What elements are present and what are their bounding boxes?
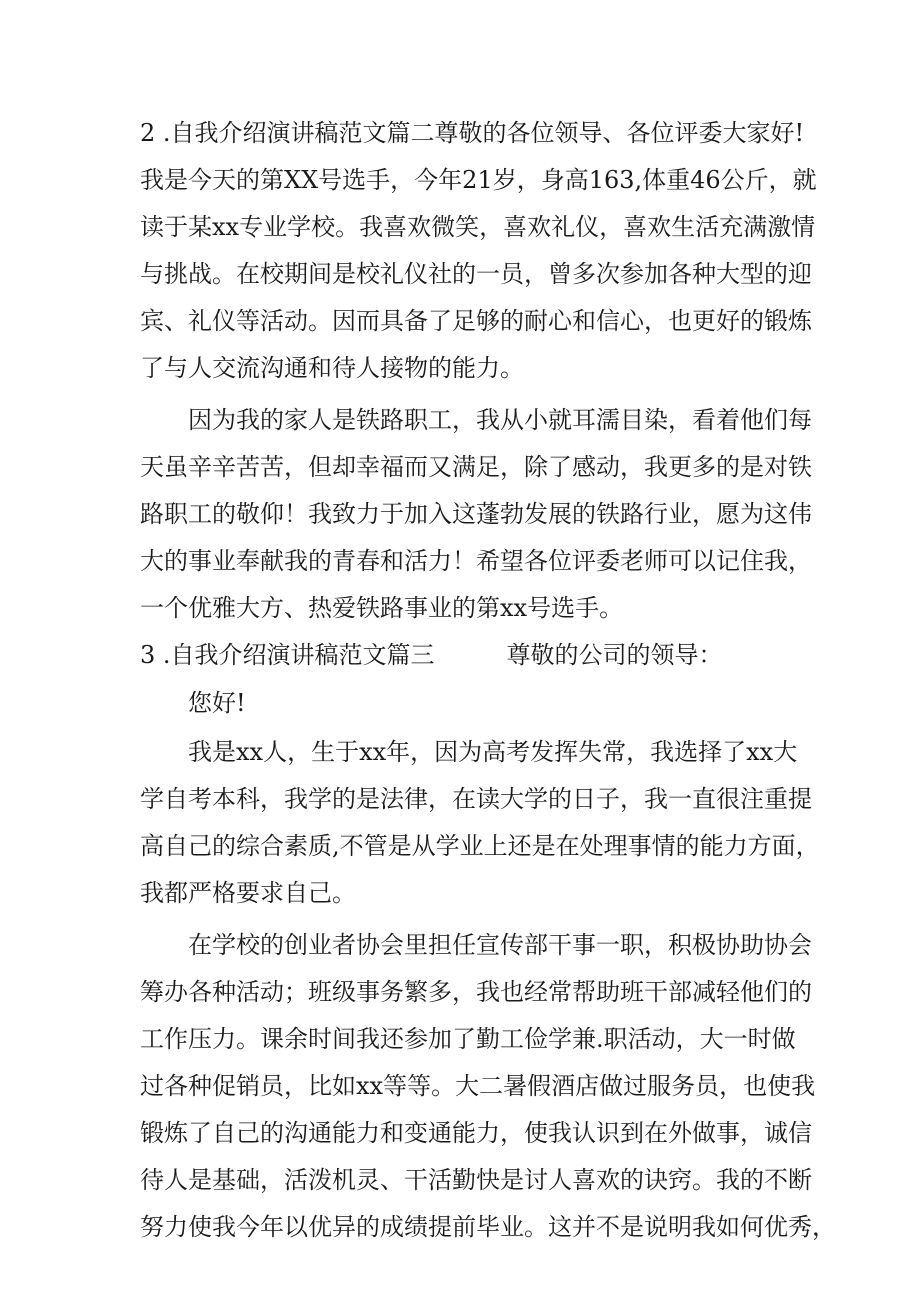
document-line: 我是xx人，生于xx年，因为高考发挥失常，我选择了xx大	[188, 738, 798, 766]
document-line: 待人是基础，活泼机灵、干活勤快是讨人喜欢的诀窍。我的不断	[140, 1166, 812, 1194]
document-line: 学自考本科，我学的是法律，在读大学的日子，我一直很注重提	[140, 785, 812, 813]
document-line: 因为我的家人是铁路职工，我从小就耳濡目染，看着他们每	[188, 406, 812, 434]
document-line: 您好!	[188, 689, 246, 717]
document-line: 读于某xx专业学校。我喜欢微笑，喜欢礼仪，喜欢生活充满激情	[140, 213, 816, 241]
document-line: 在学校的创业者协会里担任宣传部干事一职，积极协助协会	[188, 931, 812, 959]
document-line: 高自己的综合素质,不管是从学业上还是在处理事情的能力方面，	[140, 832, 820, 860]
document-line: 大的事业奉献我的青春和活力！希望各位评委老师可以记住我，	[140, 547, 812, 575]
document-line: 锻炼了自己的沟通能力和变通能力，使我认识到在外做事，诚信	[140, 1119, 812, 1147]
document-line: 路职工的敬仰！我致力于加入这蓬勃发展的铁路行业，愿为这伟	[140, 500, 812, 528]
document-line: 天虽辛辛苦苦，但却幸福而又满足，除了感动，我更多的是对铁	[140, 453, 812, 481]
document-line: 宾、礼仪等活动。因而具备了足够的耐心和信心，也更好的锻炼	[140, 307, 812, 335]
document-line: 我是今天的第XX号选手，今年21岁，身高163,体重46公斤，就	[140, 166, 817, 194]
document-line: 我都严格要求自己。	[140, 879, 356, 907]
document-line: 努力使我今年以优异的成绩提前毕业。这并不是说明我如何优秀，	[140, 1213, 836, 1241]
document-line: 工作压力。课余时间我还参加了勤工俭学兼.职活动，大一时做	[140, 1025, 796, 1053]
document-line: 筹办各种活动；班级事务繁多，我也经常帮助班干部减轻他们的	[140, 978, 812, 1006]
document-line: 过各种促销员，比如xx等等。大二暑假酒店做过服务员，也使我	[140, 1072, 816, 1100]
document-line: 3 .自我介绍演讲稿范文篇三 尊敬的公司的领导：	[140, 641, 723, 669]
document-line: 与挑战。在校期间是校礼仪社的一员，曾多次参加各种大型的迎	[140, 260, 812, 288]
document-line: 了与人交流沟通和待人接物的能力。	[140, 354, 524, 382]
document-line: 一个优雅大方、热爱铁路事业的第xx号选手。	[140, 594, 624, 622]
document-line: 2 .自我介绍演讲稿范文篇二尊敬的各位领导、各位评委大家好!	[140, 119, 805, 147]
